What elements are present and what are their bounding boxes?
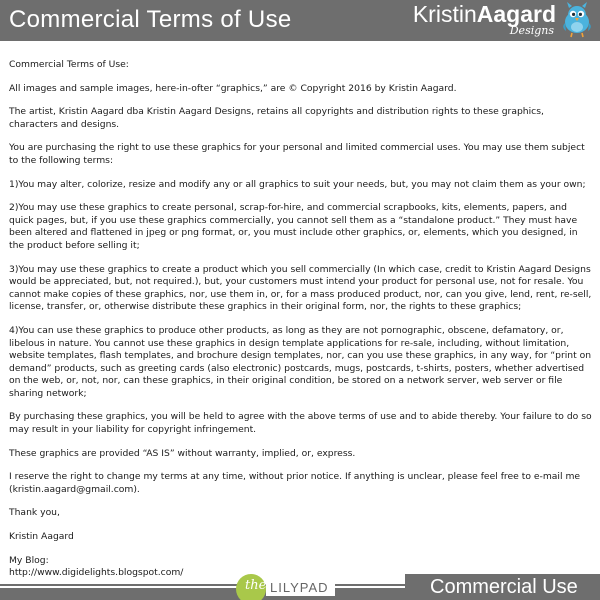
term-4-paragraph: 4)You can use these graphics to produce other products, as long as they are not pornographic, obscene, defamatory, or, libelous in nature. You cannot use these graphics in design template applications for re-sale, including, without limitation, website templates, flash templates, and brochure design templates, nor, can you use these graphics, in any way, for “print on demand” products, such as greeting cards (also electronic) postcards, mugs, postcards, t-shirts, posters, whether advertised on the web, or, not, nor, can these graphics, in their original condition, be stored on a network server, web server or file sharing network; [9,324,592,399]
warranty-paragraph: These graphics are provided “AS IS” without warranty, implied, or, express. [9,447,356,459]
changes-paragraph: I reserve the right to change my terms at any time, without prior notice. If anything is unclear, please feel free to e-mail me (kristin.aagard@gmail.com). [9,471,581,495]
thanks-paragraph: Thank you, [9,507,60,519]
terms-heading: Commercial Terms of Use: [9,59,129,70]
brand-first-name: Kristin [412,1,477,27]
term-3-paragraph: 3)You may use these graphics to create a product which you sell commercially (In which case, credit to Kristin Aagard Designs would be appreciated, but, not required.), but, your customers must intend your product for personal use, not for resale. You cannot make copies of these graphics, nor, use them in, or, for a mass produced product, nor, can you give, lend, rent, re-sell, license, transfer, or, otherwise distribute these graphics in their original form, nor, the rights to these graphics; [9,263,592,313]
copyright-paragraph: All images and sample images, here-in-ofter “graphics,” are © Copyright 2016 by Kristin Aagard. [9,82,457,94]
footer-bar [0,574,600,600]
purchase-paragraph: You are purchasing the right to use these graphics for your personal and limited commercial uses. You may use them subject to the following terms: [9,142,585,166]
rights-paragraph: The artist, Kristin Aagard dba Kristin Aagard Designs, retains all copyrights and distribution rights to these graphics, characters and designs. [9,106,544,130]
term-1-paragraph: 1)You may alter, colorize, resize and modify any or all graphics to suit your needs, but, you may not claim them as your own; [9,178,586,190]
brand-subtitle: Designs [509,24,554,37]
blog-label: My Blog: [9,554,49,566]
lilypad-name: LILYPAD [266,580,335,596]
lilypad-the-text: the [245,578,267,593]
terms-body [9,59,593,591]
signature-name: Kristin Aagard [9,531,74,543]
brand-last-name: Aagard [476,1,556,27]
footer-label: Commercial Use [430,576,578,598]
bird-logo-icon [558,1,596,39]
term-2-paragraph: 2)You may use these graphics to create personal, scrap-for-hire, and commercial scrapbooks, kits, elements, papers, and quick pages, but, if you use these graphics commercially, you cannot sell them as a “standalone product.” They must have been altered and flattened in jpeg or png format, or, you must include other graphics, or, elements, which you designed, in the product before selling it; [9,202,578,251]
brand-logo [413,1,556,36]
agreement-paragraph: By purchasing these graphics, you will be held to agree with the above terms of use and to abide thereby. Your failure to do so may result in your liability for copyright infringement. [9,411,592,436]
page-title: Commercial Terms of Use [9,6,292,33]
blog-link[interactable]: http://www.digidelights.blogspot.com/ [9,567,184,579]
header-bar [0,0,600,41]
